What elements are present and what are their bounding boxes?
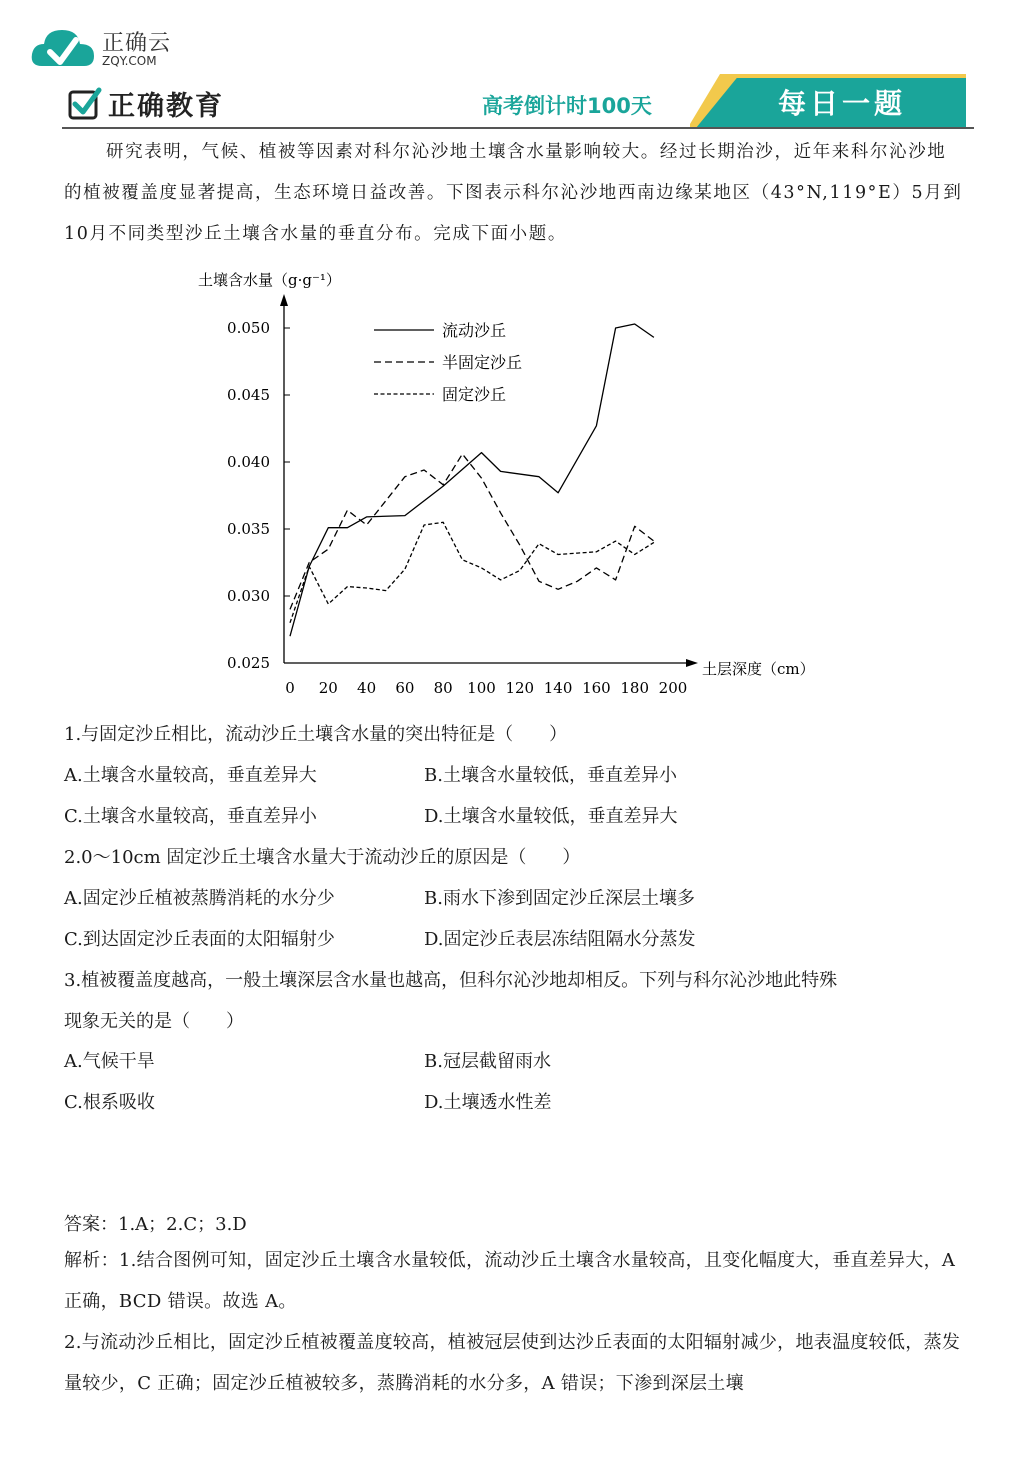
q1-option-b: B.土壤含水量较低，垂直差异小 bbox=[424, 765, 677, 786]
y-tick-label: 0.045 bbox=[227, 386, 270, 404]
zqy-logo bbox=[30, 22, 190, 74]
header-divider bbox=[62, 127, 974, 129]
x-axis-label: 土层深度（cm） bbox=[702, 660, 815, 678]
legend-label: 半固定沙丘 bbox=[442, 353, 523, 372]
q3-option-c: C.根系吸收 bbox=[64, 1092, 155, 1113]
cloud-check-icon bbox=[30, 22, 100, 74]
brand-name: 正确教育 bbox=[108, 91, 224, 122]
q2-option-a: A.固定沙丘植被蒸腾消耗的水分少 bbox=[64, 888, 335, 909]
q1-option-c: C.土壤含水量较高，垂直差异小 bbox=[64, 806, 317, 827]
x-tick-label: 80 bbox=[433, 679, 453, 697]
question-2: 2.0～10cm 固定沙丘土壤含水量大于流动沙丘的原因是（ ） bbox=[64, 847, 581, 868]
q3-option-b: B.冠层截留雨水 bbox=[424, 1051, 551, 1072]
q1-option-a: A.土壤含水量较高，垂直差异大 bbox=[64, 765, 317, 786]
q2-option-c: C.到达固定沙丘表面的太阳辐射少 bbox=[64, 929, 335, 950]
x-tick-label: 180 bbox=[620, 679, 650, 697]
q2-option-b: B.雨水下渗到固定沙丘深层土壤多 bbox=[424, 888, 695, 909]
y-tick-label: 0.030 bbox=[227, 587, 270, 605]
q1-option-d: D.土壤含水量较低，垂直差异大 bbox=[424, 806, 678, 827]
question-3-line-2: 现象无关的是（ ） bbox=[64, 1011, 244, 1032]
soil-moisture-chart bbox=[190, 262, 840, 702]
x-tick-label: 40 bbox=[357, 679, 377, 697]
analysis-1: 解析：1.结合图例可知，固定沙丘土壤含水量较低，流动沙丘土壤含水量较高，且变化幅度大，垂直差异大，A 正确，BCD 错误。故选 A。 bbox=[64, 1250, 956, 1312]
logo-domain: ZQY.COM bbox=[102, 54, 157, 68]
x-tick-label: 160 bbox=[582, 679, 611, 697]
y-tick-label: 0.025 bbox=[227, 654, 270, 672]
x-tick-label: 200 bbox=[658, 679, 688, 697]
x-tick-label: 120 bbox=[505, 679, 535, 697]
y-tick-label: 0.050 bbox=[227, 319, 270, 337]
countdown-text: 高考倒计时100天 bbox=[482, 94, 652, 118]
x-tick-label: 140 bbox=[543, 679, 573, 697]
question-1: 1.与固定沙丘相比，流动沙丘土壤含水量的突出特征是（ ） bbox=[64, 724, 568, 745]
logo-name: 正确云 bbox=[102, 31, 172, 56]
series-line bbox=[290, 522, 654, 623]
daily-question-banner: 每日一题 bbox=[778, 87, 907, 120]
intro-paragraph: 研究表明，气候、植被等因素对科尔沁沙地土壤含水量影响较大。经过长期治沙，近年来科尔沁沙地的植被覆盖度显著提高，生态环境日益改善。下图表示科尔沁沙地西南边缘某地区（43°N,119°E）5月到10月不同类型沙丘土壤含水量的垂直分布。完成下面小题。 bbox=[64, 142, 963, 244]
y-tick-label: 0.040 bbox=[227, 453, 270, 471]
legend-label: 流动沙丘 bbox=[442, 321, 507, 340]
y-axis-label: 土壤含水量（g·g⁻¹） bbox=[198, 271, 341, 289]
q3-option-d: D.土壤透水性差 bbox=[424, 1092, 552, 1113]
analysis-2: 2.与流动沙丘相比，固定沙丘植被覆盖度较高，植被冠层使到达沙丘表面的太阳辐射减少，地表温度较低，蒸发量较少，C 正确；固定沙丘植被较多，蒸腾消耗的水分多，A 错误；下渗到深层土壤 bbox=[64, 1332, 961, 1394]
answer-line: 答案：1.A；2.C；3.D bbox=[64, 1214, 247, 1235]
series-line bbox=[290, 454, 654, 609]
x-tick-label: 0 bbox=[285, 679, 295, 697]
x-tick-label: 20 bbox=[318, 679, 338, 697]
q2-option-d: D.固定沙丘表层冻结阻隔水分蒸发 bbox=[424, 929, 696, 950]
checkbox-icon bbox=[68, 86, 102, 120]
x-axis-arrow bbox=[686, 659, 698, 667]
q3-option-a: A.气候干旱 bbox=[64, 1051, 155, 1072]
x-tick-label: 60 bbox=[395, 679, 415, 697]
legend-label: 固定沙丘 bbox=[442, 385, 507, 404]
y-tick-label: 0.035 bbox=[227, 520, 270, 538]
x-tick-label: 100 bbox=[467, 679, 496, 697]
y-axis-arrow bbox=[280, 294, 288, 306]
question-3-line-1: 3.植被覆盖度越高，一般土壤深层含水量也越高，但科尔沁沙地却相反。下列与科尔沁沙地此特殊 bbox=[64, 970, 838, 991]
